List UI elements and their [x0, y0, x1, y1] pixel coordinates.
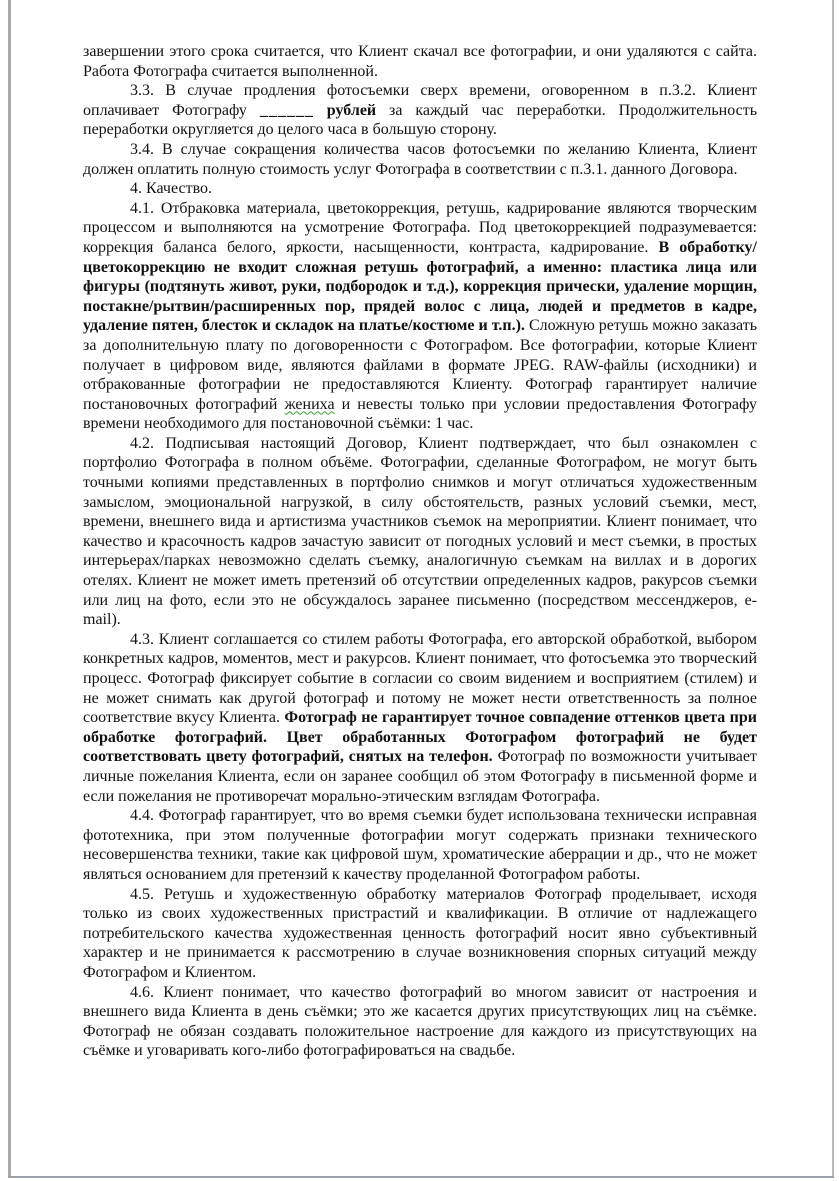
- text-run: 4.5. Ретушь и художественную обработку материалов Фотограф проделывает, исходя только из своих художественных пристрастий и квалификации. В отличие от надлежащего потребительского качества художественная ценность фотографий носит явно субъективный характер и не принимается к рассмотрению в случае возникновения спорных ситуаций между Фотографом и Клиентом.: [83, 885, 757, 981]
- page-bottom-border: [8, 1176, 834, 1178]
- paragraph: [83, 179, 757, 199]
- text-run: Фотограф не гарантирует точное совпадение оттенков цвета при обработке фотографий. Цвет обработанных Фотографом фотографий не будет соответствовать цвету фотографий, снятых на телефон.: [83, 709, 758, 766]
- text-run: Фотограф по возможности учитывает личные пожелания Клиента, если он заранее сообщил об этом Фотографу в письменной форме и если пожелания не противоречат морально-этическим взглядам Фотографа.: [83, 748, 757, 805]
- page-left-border: [8, 0, 11, 1178]
- text-run: 4.6. Клиент понимает, что качество фотографий во многом зависит от настроения и внешнего вида Клиента в день съёмки; это же касается других присутствующих лиц на съёмке. Фотограф не обязан создавать положительное настроение для каждого из присутствующих на съёмке и уговаривать кого-либо фотографироваться на свадьбе.: [83, 983, 757, 1060]
- paragraph: [83, 140, 757, 179]
- text-run: 4. Качество.: [130, 180, 213, 198]
- paragraph: [83, 434, 757, 630]
- paragraph: [83, 983, 757, 1061]
- text-run: [314, 102, 327, 119]
- paragraph: [83, 81, 757, 140]
- paragraph: [83, 199, 757, 434]
- text-run: и невесты только при условии предоставления Фотографу времени необходимого для постановочной съёмки: 1 час.: [83, 395, 758, 433]
- text-run: 4.1. Отбраковка материала, цветокоррекция, ретушь, кадрирование являются творческим процессом и выполняются на усмотрение Фотографа. Под цветокоррекцией подразумевается: коррекция баланса белого, яркости, насыщенности, контраста, кадрирование.: [83, 199, 757, 256]
- paragraph: [83, 885, 757, 983]
- grammar-flagged-word: жениха: [284, 395, 335, 413]
- page-right-border: [832, 0, 834, 1178]
- paragraph: [83, 806, 757, 884]
- blank-fill-in-field: ______: [259, 101, 314, 119]
- text-run: 3.4. В случае сокращения количества часов фотосъемки по желанию Клиента, Клиент должен оплатить полную стоимость услуг Фотографа в соответствии с п.3.1. данного Договора.: [83, 140, 757, 178]
- paragraph: [83, 42, 757, 81]
- text-run: за каждый час переработки. Продолжительность переработки округляется до целого часа в большую сторону.: [83, 101, 758, 139]
- paragraph: [83, 630, 757, 806]
- text-run: В обработку/цветокоррекцию не входит сложная ретушь фотографий, а именно: пластика лица или фигуры (подтянуть живот, руки, подбородок и т.д.), коррекция прически, удаление морщин, постакне/рытвин/расширенных пор, прядей волос с лица, людей и предметов в кадре, удаление пятен, блесток и складок на платье/костюме и т.п.).: [83, 238, 757, 335]
- document-body: [83, 42, 757, 1061]
- text-run: 4.4. Фотограф гарантирует, что во время съемки будет использована технически исправная фототехника, при этом полученные фотографии могут содержать признаки технического несовершенства техники, такие как цифровой шум, хроматические аберрации и др., что не может являться основанием для претензий к качеству проделанной Фотографом работы.: [83, 807, 757, 883]
- text-run: 3.3. В случае продления фотосъемки сверх времени, оговоренном в п.3.2. Клиент оплачивает Фотографу: [83, 82, 757, 119]
- text-run: 4.3. Клиент соглашается со стилем работы Фотографа, его авторской обработкой, выбором конкретных кадров, моментов, мест и ракурсов. Клиент понимает, что фотосъемка это творческий процесс. Фотограф фиксирует событие в согласии со своим видением и восприятием (стилем) и не может снимать как другой фотограф и потому не может нести ответственность за полное соответствие вкусу Клиента.: [83, 630, 757, 727]
- text-run: рублей: [326, 101, 377, 119]
- text-run: завершении этого срока считается, что Клиент скачал все фотографии, и они удаляются с сайта. Работа Фотографа считается выполненной.: [83, 43, 757, 80]
- text-run: Сложную ретушь можно заказать за дополнительную плату по договоренности с Фотографом. Все фотографии, которые Клиент получает в цифровом виде, являются файлами в формате JPEG. RAW-файлы (исходники) и отбракованные фотографии не предоставляются Клиенту. Фотограф гарантирует наличие постановочных фотографий: [83, 317, 758, 413]
- text-run: 4.2. Подписывая настоящий Договор, Клиент подтверждает, что был ознакомлен с портфолио Фотографа в полном объёме. Фотографии, сделанные Фотографом, не могут быть точными копиями представленных в портфолио снимков и могут отличаться художественным замыслом, эмоциональной нагрузкой, в силу обстоятельств, разных условий съемки, мест, времени, внешнего вида и артистизма участников съемок на мероприятии. Клиент понимает, что качество и красочность кадров зачастую зависит от погодных условий и мест съемки, в простых интерьерах/парках невозможно сделать съемку, аналогичную съемкам на виллах и в дорогих отелях. Клиент не может иметь претензий об отсутствии определенных кадров, ракурсов съемки или лиц на фото, если это не обсуждалось заранее письменно (посредством мессенджеров, e-mail).: [83, 434, 757, 629]
